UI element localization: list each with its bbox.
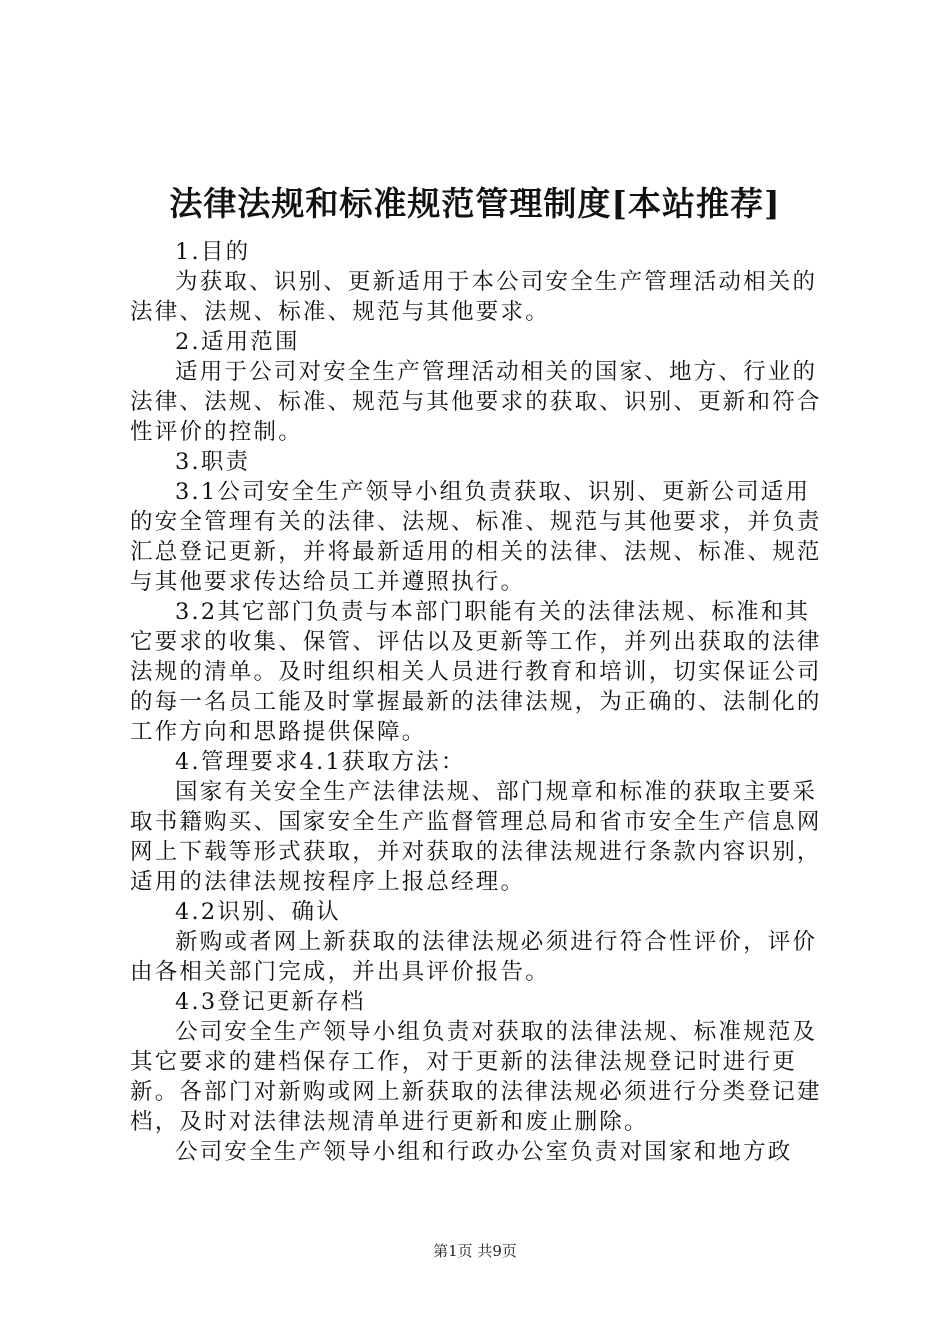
paragraph-continued: 公司安全生产领导小组和行政办公室负责对国家和地方政 xyxy=(175,1139,793,1165)
paragraph-acquisition: 国家有关安全生产法律法规、部门规章和标准的获取主要采取书籍购买、国家安全生产监督管理总局和省市安全生产信息网网上下载等形式获取，并对获取的法律法规进行条款内容识别，适用的法律法规按程序上报总经理。 xyxy=(130,779,822,895)
section-heading-purpose: 1.目的 xyxy=(175,239,251,265)
paragraph-duty-3-2: 3.2其它部门负责与本部门职能有关的法律法规、标准和其它要求的收集、保管、评估以及更新等工作，并列出获取的法律法规的清单。及时组织相关人员进行教育和培训，切实保证公司的每一名员工能及时掌握最新的法律法规，为正确的、法制化的工作方向和思路提供保障。 xyxy=(130,599,822,745)
section-heading-identification: 4.2识别、确认 xyxy=(175,899,341,925)
section-heading-scope: 2.适用范围 xyxy=(175,329,300,355)
paragraph-identification: 新购或者网上新获取的法律法规必须进行符合性评价，评价由各相关部门完成，并出具评价报告。 xyxy=(130,929,818,985)
document-body xyxy=(130,237,830,1167)
section-heading-management: 4.管理要求4.1获取方法： xyxy=(175,749,466,775)
section-heading-registration: 4.3登记更新存档 xyxy=(175,989,366,1015)
section-heading-duties: 3.职责 xyxy=(175,449,251,475)
paragraph-scope: 适用于公司对安全生产管理活动相关的国家、地方、行业的法律、法规、标准、规范与其他要求的获取、识别、更新和符合性评价的控制。 xyxy=(130,359,822,445)
document-title: 法律法规和标准规范管理制度[本站推荐] xyxy=(169,184,781,223)
paragraph-duty-3-1: 3.1公司安全生产领导小组负责获取、识别、更新公司适用的安全管理有关的法律、法规、标准、规范与其他要求，并负责汇总登记更新，并将最新适用的相关的法律、法规、标准、规范与其他要求传达给员工并遵照执行。 xyxy=(130,479,822,595)
paragraph-purpose: 为获取、识别、更新适用于本公司安全生产管理活动相关的法律、法规、标准、规范与其他要求。 xyxy=(130,269,818,325)
paragraph-registration: 公司安全生产领导小组负责对获取的法律法规、标准规范及其它要求的建档保存工作，对于更新的法律法规登记时进行更新。各部门对新购或网上新获取的法律法规必须进行分类登记建档，及时对法律法规清单进行更新和废止删除。 xyxy=(130,1019,822,1135)
page-number-footer: 第1页 共9页 xyxy=(433,1242,517,1260)
